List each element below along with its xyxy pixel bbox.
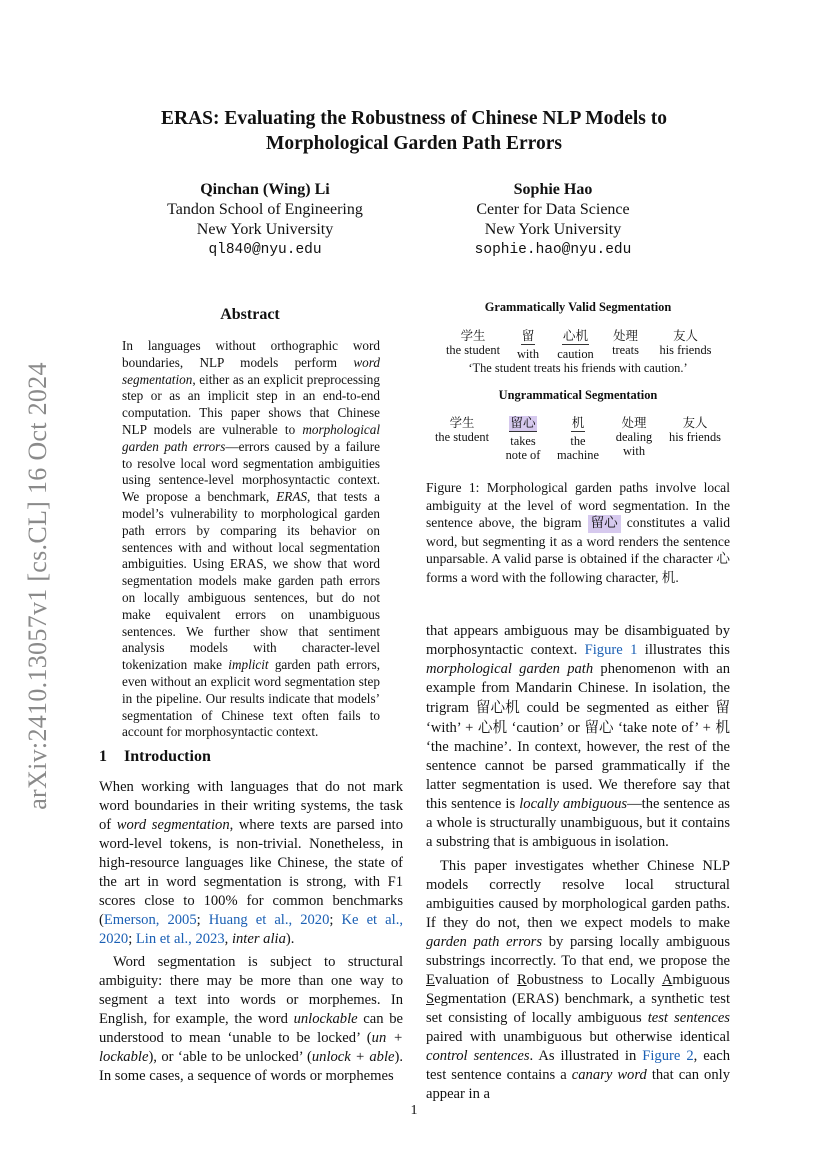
valid-segmentation-heading: Grammatically Valid Segmentation	[484, 300, 672, 314]
page-number: 1	[410, 1103, 418, 1118]
translation: ‘The student treats his friends with caution.’	[468, 361, 688, 375]
author-affiliation: Center for Data Science	[476, 201, 630, 218]
ungrammatical-segmentation-heading: Ungrammatical Segmentation	[498, 388, 658, 402]
citation-link[interactable]: Emerson, 2005	[103, 912, 197, 928]
token: 学生 the student	[434, 415, 490, 444]
intro-right-column	[426, 622, 730, 1104]
highlighted-bigram: 留心	[588, 515, 621, 533]
paragraph: When working with languages that do not mark word boundaries in their writing systems, the task of word segmentation, where texts are parsed into word-level tokens, is non-trivial. Nonetheless, in high-resource languages like Chinese, the state of the art in word segmentation is strong, with F1 scores close to 100% for common benchmarks (Emerson, 2005; Huang et al., 2020; Ke et al., 2020; Lin et al., 2023, inter alia).	[99, 779, 403, 947]
author-email[interactable]: sophie.hao@nyu.edu	[474, 242, 632, 258]
author-name: Qinchan (Wing) Li	[200, 181, 330, 198]
token: 处理 treats	[612, 328, 639, 357]
author-university: New York University	[484, 221, 622, 238]
figure-link[interactable]: Figure 1	[584, 642, 638, 658]
intro-left-column	[99, 778, 403, 1086]
token: 处理 dealing with	[615, 415, 653, 458]
abstract-body: In languages without orthographic word boundaries, NLP models perform word segmentation, either as an explicit preprocessing step or as an implicit step in an end-to-end computation. This paper shows that Chinese NLP models are vulnerable to morphological garden path errors—errors caused by a failure to resolve local word segmentation ambiguities using sentence-level morphosyntactic context. We propose a benchmark, ERAS, that tests a model’s vulnerability to morphological garden path errors by comparing its behavior on sentences with and without local segmentation ambiguities. Using ERAS, we show that word segmentation models make garden path errors on locally ambiguous sentences, but do not make equivalent errors on unambiguous sentences. We further show that sentiment analysis models with character-level tokenization make implicit garden path errors, even without an explicit word segmentation step in the pipeline. Our results indicate that models’ segmentation of Chinese text often fails to account for morphosyntactic context.	[122, 338, 381, 740]
abstract-heading: Abstract	[220, 306, 280, 323]
paragraph: that appears ambiguous may be disambiguated by morphosyntactic context. Figure 1 illustrates this morphological garden path phenomenon with an example from Mandarin Chinese. In isolation, the trigram 留心机 could be segmented as either 留 ‘with’ + 心机 ‘caution’ or 留心 ‘take note of’ + 机 ‘the machine’. In context, however, the rest of the sentence cannot be parsed grammatically if the latter segmentation is used. We therefore say that this sentence is locally ambiguous—the sentence as a whole is structurally unambiguous, but it contains a substring that is ambiguous in isolation.	[426, 623, 730, 850]
token: 机 the machine	[557, 415, 599, 462]
author-university: New York University	[196, 221, 334, 238]
citation-link[interactable]: Ke et al., 2020	[99, 912, 403, 947]
section-heading-introduction: 1 Introduction	[99, 748, 211, 765]
arxiv-identifier: arXiv:2410.13057v1 [cs.CL] 16 Oct 2024	[23, 361, 52, 810]
author-affiliation: Tandon School of Engineering	[167, 201, 363, 218]
citation-link[interactable]: Lin et al., 2023	[135, 931, 225, 947]
author-block-2	[448, 180, 658, 260]
token: 友人 his friends	[659, 328, 712, 357]
citation-link[interactable]: Huang et al., 2020	[208, 912, 330, 928]
author-email[interactable]: ql840@nyu.edu	[208, 242, 322, 258]
figure-1	[426, 300, 730, 462]
paper-title	[100, 106, 728, 156]
figure-1-caption: Figure 1: Morphological garden paths involve local ambiguity at the level of word segmentation. In the sentence above, the bigram 留心 constitutes a valid word, but segmenting it as a word renders the sentence unparsable. A valid parse is obtained if the character 心 forms a word with the following character, 机.	[426, 480, 731, 586]
token: 留 with	[516, 328, 540, 361]
title-line-2: Morphological Garden Path Errors	[266, 133, 562, 154]
token: 学生 the student	[445, 328, 501, 357]
paragraph: Word segmentation is subject to structural ambiguity: there may be more than one way to segment a text into words or morphemes. In English, for example, the word unlockable can be understood to mean ‘unable to be locked’ (un + lockable), or ‘able to be unlocked’ (unlock + able). In some cases, a sequence of words or morphemes	[99, 954, 404, 1084]
author-block-1	[150, 180, 380, 260]
token: 友人 his friends	[669, 415, 721, 444]
paragraph: This paper investigates whether Chinese NLP models correctly resolve local structural ambiguities caused by morphological garden paths. If they do not, then we expect models to make garden path errors by parsing locally ambiguous substrings incorrectly. To that end, we propose the Evaluation of Robustness to Locally Ambiguous Segmentation (ERAS) benchmark, a synthetic test set consisting of locally ambiguous test sentences paired with unambiguous but otherwise identical control sentences. As illustrated in Figure 2, each test sentence contains a canary word that can only appear in a	[426, 858, 730, 1102]
token: 心机 caution	[557, 328, 594, 361]
token: 留心 takes note of	[505, 415, 541, 462]
figure-link[interactable]: Figure 2	[642, 1048, 694, 1064]
arxiv-sidebar	[18, 0, 58, 1171]
title-line-1: ERAS: Evaluating the Robustness of Chinese NLP Models to	[161, 108, 667, 129]
author-name: Sophie Hao	[513, 181, 593, 198]
